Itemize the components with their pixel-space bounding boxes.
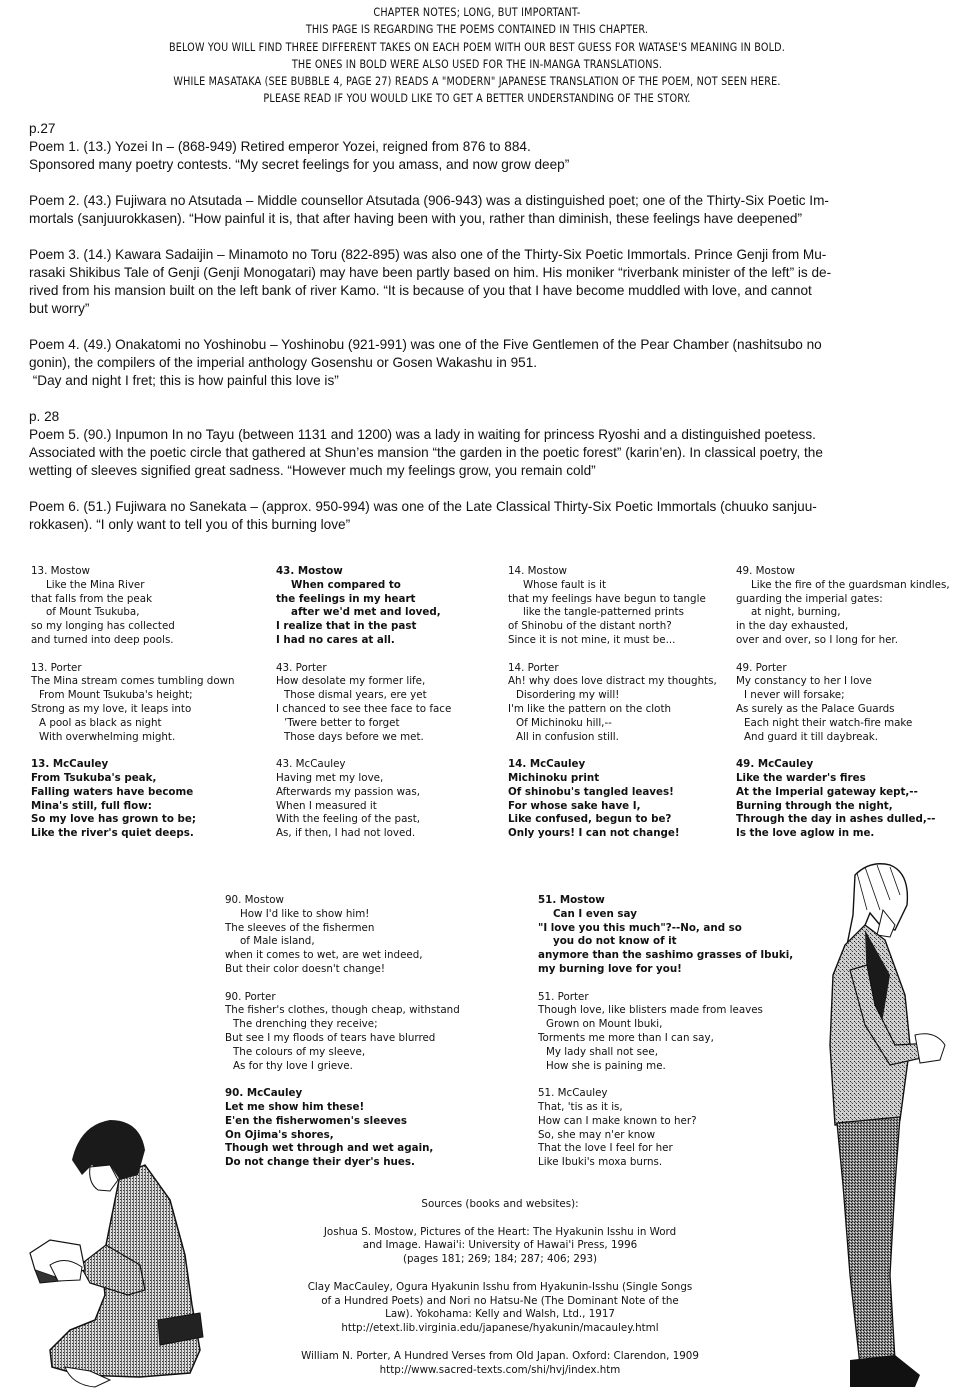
poem-line: of Male island,: [240, 935, 315, 948]
poem-line: Falling waters have become: [31, 785, 194, 798]
poem-line: But see I my floods of tears have blurred: [225, 1031, 436, 1044]
poem-line: As surely as the Palace Guards: [736, 702, 895, 715]
poem-line: like the tangle-patterned prints: [523, 606, 684, 619]
source-link[interactable]: http://etext.lib.virginia.edu/japanese/hyakunin/macauley.html: [341, 1322, 659, 1335]
commentary-line: Sponsored many poetry contests. “My secret feelings for you amass, and now grow deep”: [29, 157, 570, 172]
translations-poem-13: [31, 565, 246, 855]
poem-line: Ah! why does love distract my thoughts,: [508, 675, 717, 688]
poem-line: ’Twere better to forget: [284, 716, 400, 729]
poem-line: And guard it till daybreak.: [744, 730, 879, 743]
poem-line: Grown on Mount Ibuki,: [546, 1018, 663, 1031]
poem-line: Through the day in ashes dulled,--: [736, 813, 936, 826]
commentary-line: rokkasen). “I only want to tell you of this burning love”: [29, 517, 351, 532]
translation-title: 43. Porter: [276, 661, 327, 674]
poem-line: Only yours! I can not change!: [508, 827, 680, 840]
poem-line: My lady shall not see,: [546, 1045, 658, 1058]
notes-line: PLEASE READ IF YOU WOULD LIKE TO GET A BETTER UNDERSTANDING OF THE STORY.: [263, 91, 691, 106]
poem-line: On Ojima's shores,: [225, 1128, 334, 1141]
poem-line: All in confusion still.: [516, 730, 619, 743]
notes-line: BELOW YOU WILL FIND THREE DIFFERENT TAKES ON EACH POEM WITH OUR BEST GUESS FOR WATASE'S MEANING IN BOLD.: [168, 39, 786, 54]
commentary-line: “Day and night I fret; this is how painful this love is”: [29, 373, 339, 388]
poem-commentary: [29, 120, 939, 552]
poem-line: Those days before we met.: [284, 730, 424, 743]
seated-reader-illustration: [10, 1105, 210, 1395]
translation-title: 14. Porter: [508, 661, 559, 674]
poem-line: How desolate my former life,: [276, 675, 426, 688]
page-label: p. 28: [29, 409, 60, 424]
poem-line: in the day exhausted,: [736, 620, 849, 633]
poem-line: For whose sake have I,: [508, 799, 641, 812]
translation-title: 90. Mostow: [225, 894, 284, 906]
translation-title: 49. Porter: [736, 661, 787, 674]
commentary-line: Associated with the poetic circle that gathered at Shun’es mansion “the garden in the poetic forest” (karin’en). In classical poetry, the: [29, 445, 823, 460]
commentary-poem-4: [29, 336, 939, 390]
poem-line: Let me show him these!: [225, 1100, 365, 1113]
source-entry: [290, 1281, 710, 1336]
source-line: Joshua S. Mostow, Pictures of the Heart: The Hyakunin Isshu in Word: [323, 1225, 677, 1238]
translations-poem-49: [736, 565, 951, 855]
poem-line: So my love has grown to be;: [31, 813, 196, 826]
translations-poem-43: [276, 565, 491, 855]
poem-line: My constancy to her I love: [736, 675, 872, 688]
poem-line: I chanced to see thee face to face: [276, 702, 452, 715]
chapter-notes-header: [33, 4, 920, 108]
poem-line: Each night their watch-fire make: [744, 716, 913, 729]
poem-line: when it comes to wet, are wet indeed,: [225, 949, 423, 962]
poem-line: From Mount Tsukuba's height;: [39, 689, 193, 702]
poem-line: at night, burning,: [751, 606, 841, 619]
notes-line: THIS PAGE IS REGARDING THE POEMS CONTAINED IN THIS CHAPTER.: [305, 22, 649, 37]
notes-line: CHAPTER NOTES; LONG, BUT IMPORTANT-: [373, 5, 581, 19]
translation-porter: [225, 991, 525, 1074]
poem-line: Can I even say: [553, 907, 637, 920]
poem-line: you do not know of it: [553, 935, 677, 948]
poem-line: that my feelings have begun to tangle: [508, 592, 706, 605]
figure-body: [830, 864, 945, 1387]
poem-line: That the love I feel for her: [538, 1142, 673, 1155]
poem-line: The fisher's clothes, though cheap, withstand: [225, 1004, 460, 1017]
poem-line: Of shinobu's tangled leaves!: [508, 785, 674, 798]
poem-line: Whose fault is it: [523, 578, 607, 591]
figure-body: [30, 1120, 203, 1387]
poem-line: A pool as black as night: [39, 716, 162, 729]
poem-line: E'en the fisherwomen's sleeves: [225, 1114, 408, 1127]
translation-title: 49. McCauley: [736, 758, 814, 771]
poem-line: that falls from the peak: [31, 592, 153, 605]
poem-line: of Shinobu of the distant north?: [508, 620, 672, 633]
poem-line: I never will forsake;: [744, 689, 845, 702]
page-label: p.27: [29, 121, 56, 136]
translation-title: 51. Porter: [538, 990, 589, 1003]
source-line: Clay MacCauley, Ogura Hyakunin Isshu from Hyakunin-Isshu (Single Songs: [307, 1280, 693, 1293]
translation-mccauley: [736, 758, 951, 841]
poem-line: the feelings in my heart: [276, 592, 416, 605]
translation-title: 43. McCauley: [276, 758, 346, 771]
poem-line: so my longing has collected: [31, 620, 175, 633]
poem-line: anymore than the sashimo grasses of Ibuki,: [538, 949, 794, 962]
translation-title: 90. McCauley: [225, 1087, 303, 1100]
translations-poem-90: [225, 894, 525, 1184]
poem-line: Burning through the night,: [736, 799, 893, 812]
poem-line: When I measured it: [276, 799, 377, 812]
poem-line: The Mina stream comes tumbling down: [31, 675, 235, 688]
commentary-line: mortals (sanjuurokkasen). “How painful it is, that after having been with you, rather than diminish, these feelings have deepened”: [29, 211, 803, 226]
poem-line: As, if then, I had not loved.: [276, 827, 416, 840]
translation-mostow: [225, 894, 525, 977]
poem-line: The drenching they receive;: [233, 1018, 378, 1031]
poem-line: With overwhelming might.: [39, 730, 176, 743]
source-line: and Image. Hawai'i: University of Hawai'i Press, 1996: [362, 1239, 638, 1252]
translation-title: 51. Mostow: [538, 894, 605, 906]
poem-line: Though wet through and wet again,: [225, 1142, 434, 1155]
poem-line: "I love you this much"?--No, and so: [538, 921, 742, 934]
poem-line: The sleeves of the fishermen: [225, 921, 375, 934]
poem-line: How I'd like to show him!: [240, 907, 370, 920]
poem-line: Like the fire of the guardsman kindles,: [751, 578, 950, 591]
poem-line: As for thy love I grieve.: [233, 1059, 353, 1072]
commentary-poem-2: [29, 192, 939, 228]
poem-line: Like Ibuki's moxa burns.: [538, 1156, 663, 1169]
poem-line: I had no cares at all.: [276, 633, 395, 646]
translation-title: 51. McCauley: [538, 1087, 608, 1100]
translation-porter: [276, 662, 491, 745]
poem-line: Of Michinoku hill,--: [516, 716, 612, 729]
commentary-line: rasaki Shikibus Tale of Genji (Genji Monogatari) may have been partly based on him. His moniker “riverbank minister of the left” is de-: [29, 265, 832, 280]
source-line: William N. Porter, A Hundred Verses from Old Japan. Oxford: Clarendon, 1909: [301, 1349, 699, 1362]
notes-line: THE ONES IN BOLD WERE ALSO USED FOR THE IN-MANGA TRANSLATIONS.: [291, 56, 663, 71]
translation-mccauley: [225, 1087, 525, 1170]
poem-line: Like the river's quiet deeps.: [31, 827, 194, 840]
poem-line: Is the love aglow in me.: [736, 827, 875, 840]
translation-title: 43. Mostow: [276, 565, 343, 577]
notes-line: WHILE MASATAKA (SEE BUBBLE 4, PAGE 27) READS A "MODERN" JAPANESE TRANSLATION OF THE POEM, NOT SEEN HERE.: [173, 74, 781, 89]
poem-line: Like the Mina River: [46, 578, 145, 591]
source-entry: [290, 1350, 710, 1378]
poem-line: I'm like the pattern on the cloth: [508, 702, 672, 715]
poem-line: How can I make known to her?: [538, 1114, 697, 1127]
poem-line: I realize that in the past: [276, 620, 417, 633]
poem-line: Since it is not mine, it must be...: [508, 633, 676, 646]
translation-mostow: [31, 565, 246, 648]
poem-line: Disordering my will!: [516, 689, 620, 702]
translation-mccauley: [276, 758, 491, 841]
source-line: of a Hundred Poets) and Nori no Hatsu-Ne (The Dominant Note of the: [321, 1294, 679, 1307]
sources-section: [290, 1198, 710, 1391]
translation-mostow: [508, 565, 733, 648]
poem-line: The colours of my sleeve,: [233, 1045, 366, 1058]
source-line: Law). Yokohama: Kelly and Walsh, Ltd., 1917: [385, 1308, 615, 1321]
commentary-line: Poem 3. (14.) Kawara Sadaijin – Minamoto no Toru (822-895) was also one of the Thirty-Six Poetic Immortals. Prince Genji from Mu-: [29, 247, 827, 262]
commentary-poem-1: [29, 138, 939, 174]
commentary-line: Poem 2. (43.) Fujiwara no Atsutada – Middle counsellor Atsutada (906-943) was a distinguished poet; one of the Thirty-Six Poetic Im-: [29, 193, 829, 208]
poem-line: With the feeling of the past,: [276, 813, 421, 826]
commentary-line: Poem 5. (90.) Inpumon In no Tayu (between 1131 and 1200) was a lady in waiting for princess Ryoshi and a distinguished poetess.: [29, 427, 816, 442]
standing-figure-illustration: [795, 855, 950, 1395]
poem-line: over and over, so I long for her.: [736, 633, 898, 646]
commentary-line: Poem 6. (51.) Fujiwara no Sanekata – (approx. 950-994) was one of the Late Classical Thirty-Six Poetic Immortals (chuuko sanjuu-: [29, 499, 817, 514]
commentary-poem-5: [29, 426, 939, 480]
poem-line: Michinoku print: [508, 771, 600, 784]
translation-title: 14. Mostow: [508, 565, 567, 577]
poem-line: guarding the imperial gates:: [736, 592, 883, 605]
commentary-line: gonin), the compilers of the imperial anthology Gosenshu or Gosen Wakashu in 951.: [29, 355, 538, 370]
poem-line: Having met my love,: [276, 771, 384, 784]
poem-line: my burning love for you!: [538, 962, 682, 975]
commentary-poem-3: [29, 246, 939, 318]
commentary-line: rived from his mansion built on the left bank of river Kamo. “It is because of you that I have become muddled with love, and cannot: [29, 283, 812, 298]
translation-mostow: [276, 565, 491, 648]
poem-line: When compared to: [291, 578, 401, 591]
commentary-line: Poem 4. (49.) Onakatomi no Yoshinobu – Yoshinobu (921-991) was one of the Five Gentlemen of the Pear Chamber (nashitsubo no: [29, 337, 822, 352]
poem-line: after we'd met and loved,: [291, 606, 441, 619]
poem-line: So, she may n'er know: [538, 1128, 655, 1141]
translation-title: 13. Porter: [31, 661, 82, 674]
poem-line: How she is paining me.: [546, 1059, 666, 1072]
translation-mccauley: [31, 758, 246, 841]
translation-title: 90. Porter: [225, 990, 276, 1003]
sources-heading: Sources (books and websites):: [421, 1198, 579, 1210]
poem-line: Afterwards my passion was,: [276, 785, 420, 798]
translation-porter: [31, 662, 246, 745]
translation-mostow: [538, 894, 794, 977]
translations-poem-14: [508, 565, 733, 855]
poem-line: But their color doesn't change!: [225, 962, 386, 975]
poem-line: Like confused, begun to be?: [508, 813, 672, 826]
poem-line: Like the warder's fires: [736, 771, 866, 784]
translation-title: 13. Mostow: [31, 565, 90, 577]
poem-line: and turned into deep pools.: [31, 633, 174, 646]
poem-line: Torments me more than I can say,: [538, 1031, 714, 1044]
source-link[interactable]: http://www.sacred-texts.com/shi/hvj/index.htm: [379, 1363, 621, 1376]
poem-line: Do not change their dyer's hues.: [225, 1156, 415, 1169]
commentary-poem-6: [29, 498, 939, 534]
source-entry: [290, 1226, 710, 1267]
translation-porter: [736, 662, 951, 745]
translation-porter: [508, 662, 733, 745]
commentary-line: Poem 1. (13.) Yozei In – (868-949) Retired emperor Yozei, reigned from 876 to 884.: [29, 139, 531, 154]
commentary-line: but worry”: [29, 301, 90, 316]
poem-line: That, 'tis as it is,: [538, 1100, 623, 1113]
translation-title: 49. Mostow: [736, 565, 795, 577]
poem-line: From Tsukuba's peak,: [31, 771, 157, 784]
poem-line: Mina's still, full flow:: [31, 799, 152, 812]
commentary-line: wetting of sleeves signified great sadness. “However much my feelings grow, you remain cold”: [29, 463, 596, 478]
poem-line: Strong as my love, it leaps into: [31, 702, 192, 715]
translation-title: 14. McCauley: [508, 758, 586, 771]
translation-title: 13. McCauley: [31, 758, 109, 771]
translation-mccauley: [538, 1087, 768, 1170]
translation-mostow: [736, 565, 951, 648]
poem-line: At the Imperial gateway kept,--: [736, 785, 918, 798]
translation-porter: [538, 991, 768, 1074]
translations-poem-51: [538, 894, 794, 1184]
source-line: (pages 181; 269; 184; 287; 406; 293): [402, 1253, 598, 1266]
poem-line: of Mount Tsukuba,: [46, 606, 140, 619]
poem-line: Though love, like blisters made from leaves: [538, 1004, 763, 1017]
poem-line: Those dismal years, ere yet: [284, 689, 427, 702]
translation-mccauley: [508, 758, 733, 841]
